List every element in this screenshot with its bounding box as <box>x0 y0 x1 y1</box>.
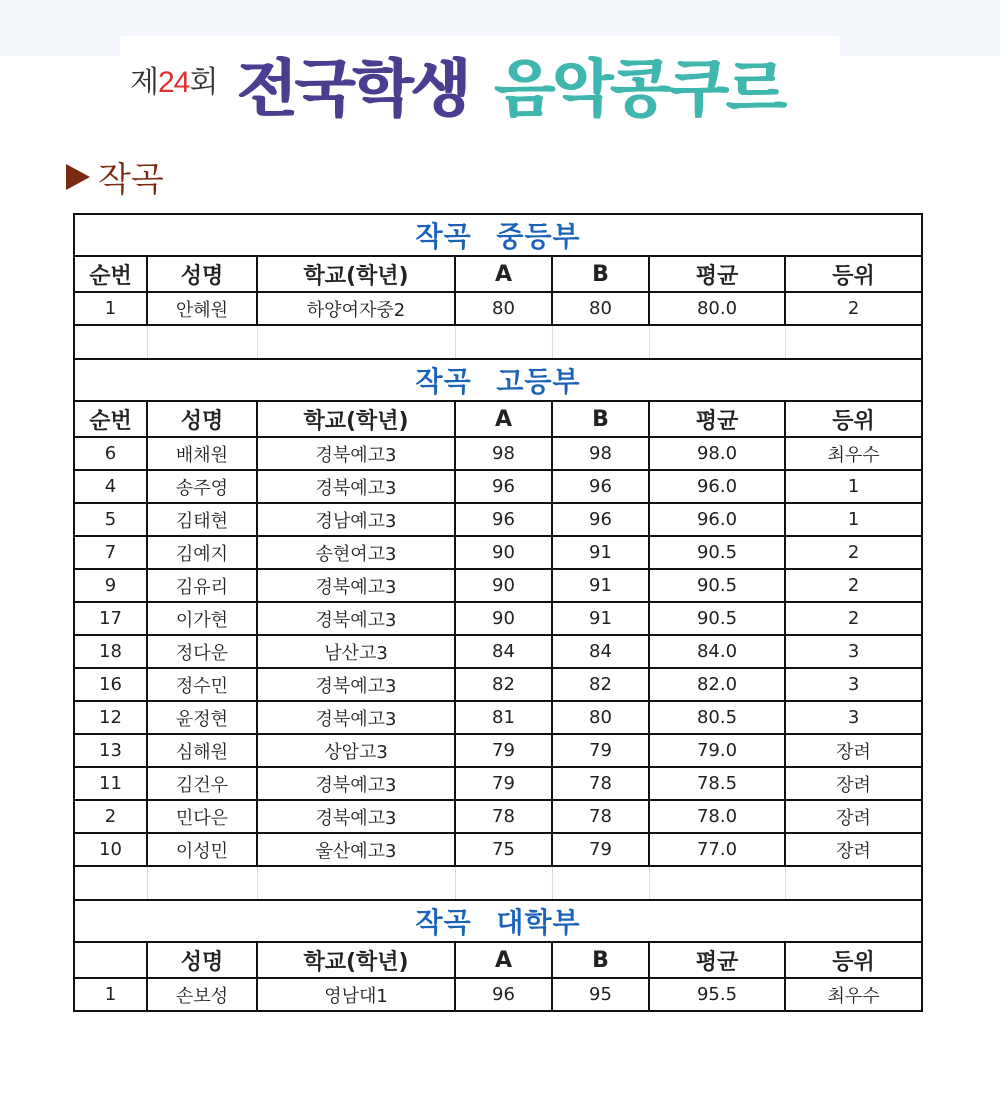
table-cell: 90.5 <box>649 602 785 635</box>
section-heading <box>66 152 164 201</box>
table-cell: 91 <box>552 536 649 569</box>
table-cell: 80 <box>552 292 649 325</box>
table-cell: 2 <box>785 569 922 602</box>
table-cell: 장려 <box>785 800 922 833</box>
table-cell: 84.0 <box>649 635 785 668</box>
table-cell: 98.0 <box>649 437 785 470</box>
table-cell: 98 <box>552 437 649 470</box>
table-cell: 79.0 <box>649 734 785 767</box>
table-cell: 75 <box>455 833 552 866</box>
table-cell: 7 <box>74 536 147 569</box>
table-cell: 96 <box>552 503 649 536</box>
header-row <box>74 942 922 978</box>
banner-title-part2: 음악콩쿠르 <box>494 51 785 125</box>
table-cell: 경북예고3 <box>257 767 455 800</box>
column-header: B <box>552 942 649 978</box>
table-cell: 이가현 <box>147 602 257 635</box>
table-row <box>74 800 922 833</box>
table-cell: 안혜원 <box>147 292 257 325</box>
table-cell: 최우수 <box>785 978 922 1011</box>
table-cell: 장려 <box>785 734 922 767</box>
table-row <box>74 536 922 569</box>
table-row <box>74 569 922 602</box>
column-header: 등위 <box>785 256 922 292</box>
empty-cell <box>257 866 455 900</box>
column-header: 순번 <box>74 256 147 292</box>
edition-prefix: 제 <box>130 66 158 99</box>
table-cell: 3 <box>785 635 922 668</box>
table-cell: 울산예고3 <box>257 833 455 866</box>
table-cell: 79 <box>455 734 552 767</box>
column-header: 평균 <box>649 401 785 437</box>
table-cell: 김유리 <box>147 569 257 602</box>
table-cell: 80.5 <box>649 701 785 734</box>
empty-cell <box>649 866 785 900</box>
table-cell: 82.0 <box>649 668 785 701</box>
banner-title-part1: 전국학생 <box>237 51 469 125</box>
table-cell: 80 <box>552 701 649 734</box>
table-cell: 장려 <box>785 833 922 866</box>
column-header: B <box>552 256 649 292</box>
empty-cell <box>147 866 257 900</box>
table-cell: 81 <box>455 701 552 734</box>
table-row <box>74 437 922 470</box>
table-cell: 80.0 <box>649 292 785 325</box>
column-header: A <box>455 401 552 437</box>
table-cell: 95 <box>552 978 649 1011</box>
table-row <box>74 978 922 1011</box>
table-cell: 경북예고3 <box>257 437 455 470</box>
table-cell: 윤정현 <box>147 701 257 734</box>
division-title: 작곡 중등부 <box>74 214 922 256</box>
table-row <box>74 734 922 767</box>
table-cell: 5 <box>74 503 147 536</box>
column-header: 성명 <box>147 401 257 437</box>
table-cell: 79 <box>455 767 552 800</box>
table-cell: 장려 <box>785 767 922 800</box>
table-title-row <box>74 359 922 401</box>
table-row <box>74 767 922 800</box>
table-cell: 77.0 <box>649 833 785 866</box>
table-cell: 민다은 <box>147 800 257 833</box>
table-cell: 11 <box>74 767 147 800</box>
empty-cell <box>257 325 455 359</box>
edition-suffix: 회 <box>189 66 218 99</box>
table-row <box>74 668 922 701</box>
table-cell: 90 <box>455 569 552 602</box>
empty-cell <box>785 866 922 900</box>
table-cell: 91 <box>552 569 649 602</box>
table-cell: 90.5 <box>649 536 785 569</box>
table-cell: 78 <box>552 767 649 800</box>
table-cell: 남산고3 <box>257 635 455 668</box>
table-cell: 3 <box>785 701 922 734</box>
table-cell: 78.5 <box>649 767 785 800</box>
table-cell: 10 <box>74 833 147 866</box>
table-cell: 경북예고3 <box>257 701 455 734</box>
table-cell: 경북예고3 <box>257 602 455 635</box>
table-cell: 심해원 <box>147 734 257 767</box>
table-cell: 1 <box>74 978 147 1011</box>
table-cell: 90 <box>455 536 552 569</box>
empty-cell <box>147 325 257 359</box>
column-header: 순번 <box>74 401 147 437</box>
table-row <box>74 701 922 734</box>
table-cell: 12 <box>74 701 147 734</box>
table-cell: 80 <box>455 292 552 325</box>
table-cell: 79 <box>552 734 649 767</box>
table-cell: 96 <box>455 978 552 1011</box>
triangle-right-icon <box>66 164 90 190</box>
contest-banner <box>120 36 840 130</box>
empty-cell <box>552 325 649 359</box>
table-cell: 96.0 <box>649 503 785 536</box>
empty-cell <box>455 325 552 359</box>
table-cell: 82 <box>552 668 649 701</box>
column-header: B <box>552 401 649 437</box>
table-row <box>74 503 922 536</box>
results-table <box>73 213 923 1012</box>
table-cell: 90 <box>455 602 552 635</box>
table-cell: 96 <box>455 470 552 503</box>
table-cell: 84 <box>455 635 552 668</box>
table-cell: 96.0 <box>649 470 785 503</box>
table-cell: 최우수 <box>785 437 922 470</box>
table-cell: 2 <box>785 602 922 635</box>
table-row <box>74 292 922 325</box>
column-header <box>74 942 147 978</box>
table-cell: 96 <box>552 470 649 503</box>
table-row <box>74 470 922 503</box>
table-cell: 78 <box>552 800 649 833</box>
empty-cell <box>74 866 147 900</box>
table-cell: 송현여고3 <box>257 536 455 569</box>
table-cell: 2 <box>74 800 147 833</box>
table-cell: 경북예고3 <box>257 470 455 503</box>
table-cell: 78.0 <box>649 800 785 833</box>
header-row <box>74 256 922 292</box>
table-cell: 84 <box>552 635 649 668</box>
column-header: 성명 <box>147 942 257 978</box>
table-cell: 13 <box>74 734 147 767</box>
column-header: 성명 <box>147 256 257 292</box>
table-cell: 상암고3 <box>257 734 455 767</box>
table-cell: 18 <box>74 635 147 668</box>
column-header: 학교(학년) <box>257 401 455 437</box>
table-cell: 16 <box>74 668 147 701</box>
table-cell: 91 <box>552 602 649 635</box>
column-header: 등위 <box>785 942 922 978</box>
table-cell: 6 <box>74 437 147 470</box>
column-header: 등위 <box>785 401 922 437</box>
table-row <box>74 635 922 668</box>
empty-cell <box>552 866 649 900</box>
empty-cell <box>455 866 552 900</box>
table-cell: 17 <box>74 602 147 635</box>
table-cell: 정수민 <box>147 668 257 701</box>
division-title: 작곡 고등부 <box>74 359 922 401</box>
table-cell: 1 <box>785 503 922 536</box>
table-row <box>74 833 922 866</box>
empty-cell <box>649 325 785 359</box>
table-cell: 2 <box>785 292 922 325</box>
table-cell: 98 <box>455 437 552 470</box>
edition-label <box>130 57 217 101</box>
empty-cell <box>74 325 147 359</box>
header-row <box>74 401 922 437</box>
table-cell: 경북예고3 <box>257 668 455 701</box>
table-cell: 배채원 <box>147 437 257 470</box>
table-cell: 82 <box>455 668 552 701</box>
table-cell: 하양여자중2 <box>257 292 455 325</box>
table-cell: 영남대1 <box>257 978 455 1011</box>
division-title: 작곡 대학부 <box>74 900 922 942</box>
column-header: A <box>455 942 552 978</box>
table-cell: 3 <box>785 668 922 701</box>
table-cell: 이성민 <box>147 833 257 866</box>
spacer-row <box>74 325 922 359</box>
table-cell: 경북예고3 <box>257 800 455 833</box>
column-header: 학교(학년) <box>257 256 455 292</box>
table-title-row <box>74 900 922 942</box>
table-cell: 4 <box>74 470 147 503</box>
table-cell: 경남예고3 <box>257 503 455 536</box>
edition-number: 24 <box>157 66 190 99</box>
table-row <box>74 602 922 635</box>
table-cell: 79 <box>552 833 649 866</box>
column-header: 학교(학년) <box>257 942 455 978</box>
section-title: 작곡 <box>98 160 164 200</box>
empty-cell <box>785 325 922 359</box>
table-cell: 1 <box>785 470 922 503</box>
table-cell: 78 <box>455 800 552 833</box>
table-cell: 2 <box>785 536 922 569</box>
table-cell: 김태현 <box>147 503 257 536</box>
table-cell: 경북예고3 <box>257 569 455 602</box>
table-cell: 송주영 <box>147 470 257 503</box>
spacer-row <box>74 866 922 900</box>
table-cell: 김예지 <box>147 536 257 569</box>
column-header: A <box>455 256 552 292</box>
table-cell: 1 <box>74 292 147 325</box>
table-cell: 95.5 <box>649 978 785 1011</box>
column-header: 평균 <box>649 942 785 978</box>
table-cell: 90.5 <box>649 569 785 602</box>
table-cell: 김건우 <box>147 767 257 800</box>
table-cell: 9 <box>74 569 147 602</box>
table-cell: 정다운 <box>147 635 257 668</box>
table-cell: 손보성 <box>147 978 257 1011</box>
table-title-row <box>74 214 922 256</box>
table-cell: 96 <box>455 503 552 536</box>
column-header: 평균 <box>649 256 785 292</box>
